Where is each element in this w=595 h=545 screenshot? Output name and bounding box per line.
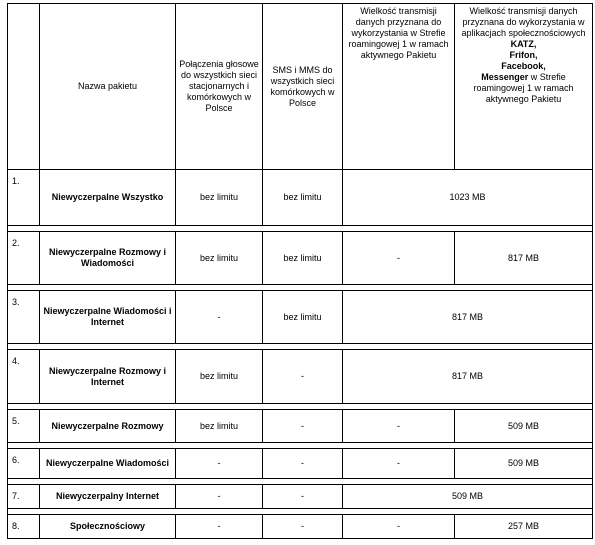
row-data-merged: 1023 MB [343,170,593,226]
row-package-name: Społecznościowy [40,515,176,539]
row-sms: bez limitu [263,291,343,344]
row-number: 7. [8,485,40,509]
row-data: - [343,449,455,479]
package-table [7,3,593,539]
table-row [8,410,593,443]
row-sms: - [263,485,343,509]
row-calls: bez limitu [176,350,263,404]
row-package-name: Niewyczerpalne Rozmowy [40,410,176,443]
row-social: 817 MB [455,232,593,285]
row-social: 257 MB [455,515,593,539]
row-package-name: Niewyczerpalne Rozmowy i Internet [40,350,176,404]
table-row [8,232,593,285]
row-number: 1. [8,170,40,226]
row-data-merged: 509 MB [343,485,593,509]
row-sms: bez limitu [263,232,343,285]
row-package-name: Niewyczerpalne Wiadomości [40,449,176,479]
row-calls: bez limitu [176,170,263,226]
header-row [8,4,593,170]
row-calls: - [176,515,263,539]
row-calls: - [176,449,263,479]
row-calls: - [176,291,263,344]
row-data-merged: 817 MB [343,350,593,404]
header-data-roaming: Wielkość transmisji danych przyznana do wykorzystania w Strefie roamingowej 1 w ramach aktywnego Pakietu [343,4,455,170]
row-calls: bez limitu [176,410,263,443]
row-data: - [343,410,455,443]
row-sms: - [263,410,343,443]
row-package-name: Niewyczerpalny Internet [40,485,176,509]
row-number: 2. [8,232,40,285]
table-row [8,291,593,344]
table-row [8,170,593,226]
row-calls: - [176,485,263,509]
row-social: 509 MB [455,449,593,479]
table-row [8,449,593,479]
row-sms: - [263,350,343,404]
header-package-name: Nazwa pakietu [40,4,176,170]
row-calls: bez limitu [176,232,263,285]
header-num [8,4,40,170]
row-number: 3. [8,291,40,344]
row-number: 4. [8,350,40,404]
row-package-name: Niewyczerpalne Wszystko [40,170,176,226]
header-social-data: Wielkość transmisji danych przyznana do wykorzystania w aplikacjach społecznościowych KATZ, Frifon, Facebook, Messenger w Strefie roamingowej 1 w ramach aktywnego Pakietu [455,4,593,170]
table-row [8,350,593,404]
row-data: - [343,515,455,539]
row-social: 509 MB [455,410,593,443]
row-sms: - [263,449,343,479]
row-number: 8. [8,515,40,539]
row-number: 5. [8,410,40,443]
header-sms-mms: SMS i MMS do wszystkich sieci komórkowych w Polsce [263,4,343,170]
table-row [8,515,593,539]
row-sms: bez limitu [263,170,343,226]
row-data: - [343,232,455,285]
row-package-name: Niewyczerpalne Wiadomości i Internet [40,291,176,344]
row-number: 6. [8,449,40,479]
table-row [8,485,593,509]
header-voice-calls: Połączenia głosowe do wszystkich sieci stacjonarnych i komórkowych w Polsce [176,4,263,170]
row-package-name: Niewyczerpalne Rozmowy i Wiadomości [40,232,176,285]
row-sms: - [263,515,343,539]
row-data-merged: 817 MB [343,291,593,344]
